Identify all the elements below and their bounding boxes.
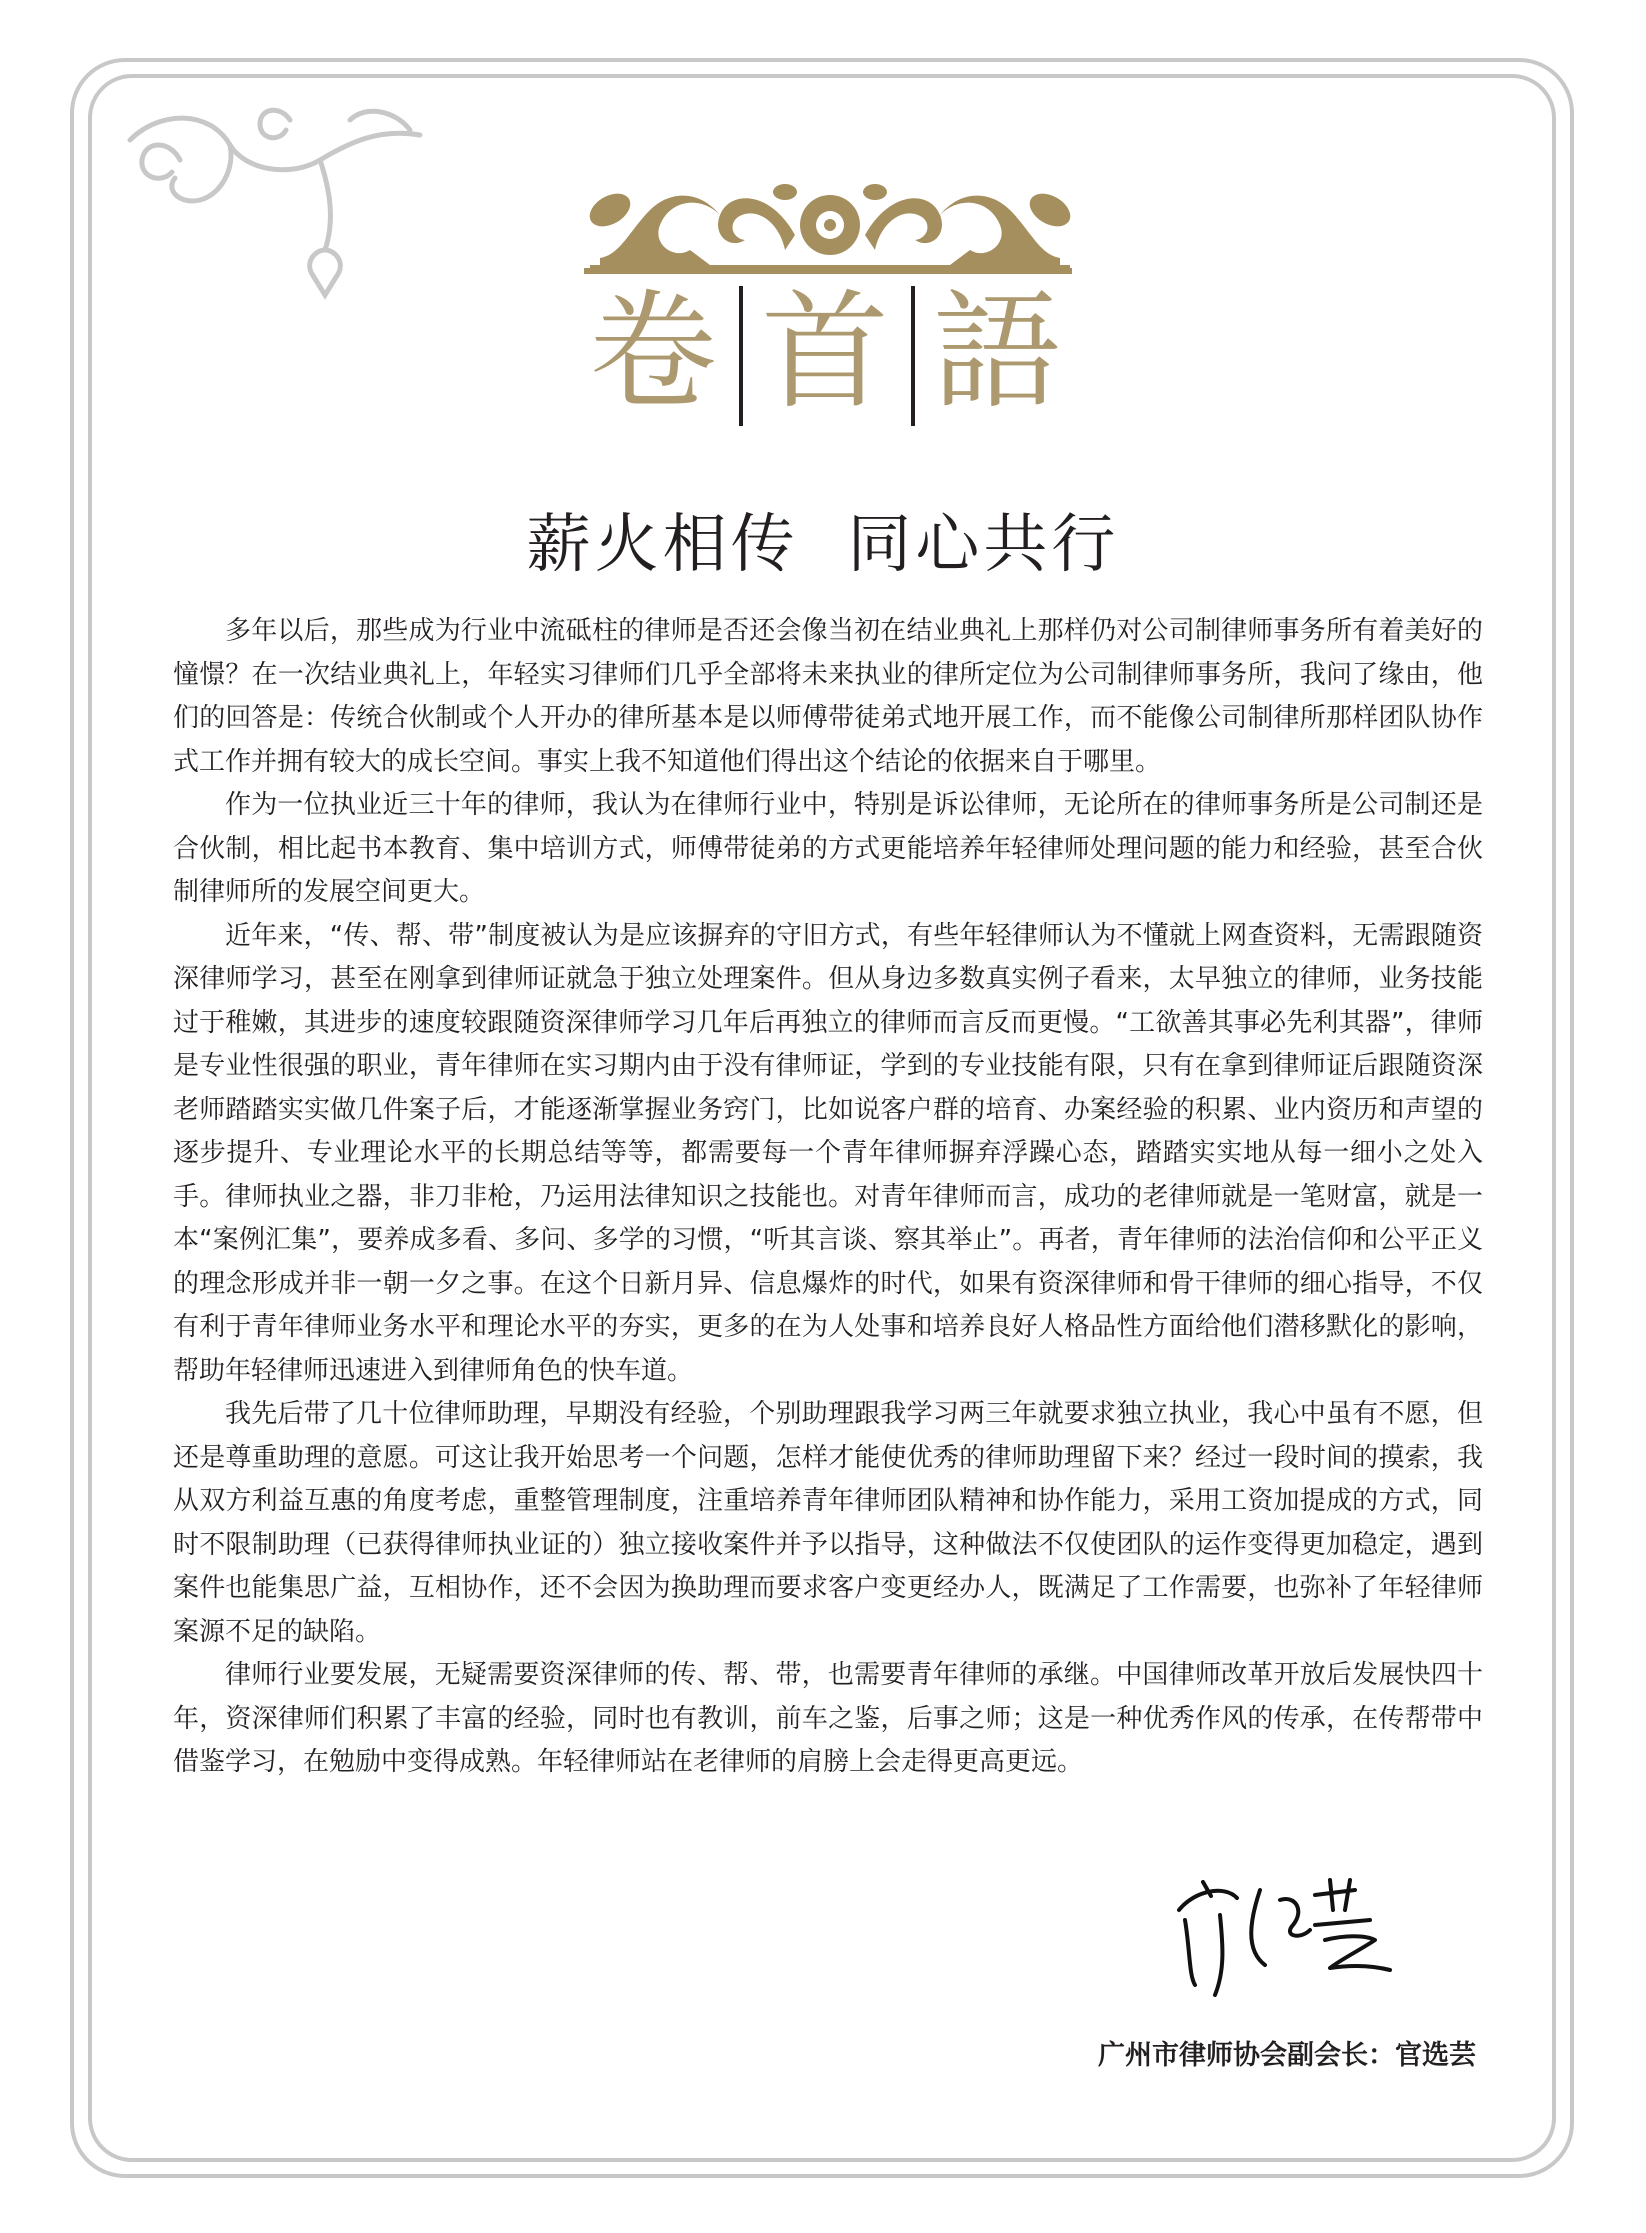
heading-char-3: 語: [932, 278, 1061, 427]
paragraph: 我先后带了几十位律师助理，早期没有经验，个别助理跟我学习两三年就要求独立执业，我心中虽有不愿，但还是尊重助理的意愿。可这让我开始思考一个问题，怎样才能使优秀的律师助理留下来？经过一段时间的摸索，我从双方利益互惠的角度考虑，重整管理制度，注重培养青年律师团队精神和协作能力，采用工资加提成的方式，同时不限制助理（已获得律师执业证的）独立接收案件并予以指导，这种做法不仅使团队的运作变得更加稳定，遇到案件也能集思广益，互相协作，还不会因为换助理而要求客户变更经办人，既满足了工作需要，也弥补了年轻律师案源不足的缺陷。: [173, 1399, 1483, 1647]
heading-rule: [584, 268, 1072, 274]
heading-divider: [911, 286, 915, 426]
heading-char-1: 卷: [588, 278, 717, 427]
article-body: [173, 610, 1483, 1785]
paragraph: 多年以后，那些成为行业中流砥柱的律师是否还会像当初在结业典礼上那样仍对公司制律师事务所有着美好的憧憬？在一次结业典礼上，年轻实习律师们几乎全部将未来执业的律所定位为公司制律师事务所，我问了缘由，他们的回答是：传统合伙制或个人开办的律所基本是以师傅带徒弟式地开展工作，而不能像公司制律所那样团队协作式工作并拥有较大的成长空间。事实上我不知道他们得出这个结论的依据来自于哪里。: [173, 616, 1483, 777]
paragraph: 作为一位执业近三十年的律师，我认为在律师行业中，特别是诉讼律师，无论所在的律师事务所是公司制还是合伙制，相比起书本教育、集中培训方式，师傅带徒弟的方式更能培养年轻律师处理问题的能力和经验，甚至合伙制律师所的发展空间更大。: [173, 790, 1483, 907]
handwritten-signature: [1165, 1870, 1405, 2010]
paragraph: 近年来，“传、帮、带”制度被认为是应该摒弃的守旧方式，有些年轻律师认为不懂就上网查资料，无需跟随资深律师学习，甚至在刚拿到律师证就急于独立处理案件。但从身边多数真实例子看来，太早独立的律师，业务技能过于稚嫩，其进步的速度较跟随资深律师学习几年后再独立的律师而言反而更慢。“工欲善其事必先利其器”，律师是专业性很强的职业，青年律师在实习期内由于没有律师证，学到的专业技能有限，只有在拿到律师证后跟随资深老师踏踏实实做几件案子后，才能逐渐掌握业务窍门，比如说客户群的培育、办案经验的积累、业内资历和声望的逐步提升、专业理论水平的长期总结等等，都需要每一个青年律师摒弃浮躁心态，踏踏实实地从每一细小之处入手。律师执业之器，非刀非枪，乃运用法律知识之技能也。对青年律师而言，成功的老律师就是一笔财富，就是一本“案例汇集”，要养成多看、多问、多学的习惯，“听其言谈、察其举止”。再者，青年律师的法治信仰和公平正义的理念形成并非一朝一夕之事。在这个日新月异、信息爆炸的时代，如果有资深律师和骨干律师的细心指导，不仅有利于青年律师业务水平和理论水平的夯实，更多的在为人处事和培养良好人格品性方面给他们潜移默化的影响，帮助年轻律师迅速进入到律师角色的快车道。: [173, 920, 1483, 1386]
gold-scroll-ornament: [580, 170, 1080, 280]
heading-divider: [739, 286, 743, 426]
column-heading: [578, 278, 1078, 428]
swirl-heart-ornament: [120, 100, 440, 340]
author-signature-line: 广州市律师协会副会长：官选芸: [1098, 2040, 1476, 2071]
paragraph: 律师行业要发展，无疑需要资深律师的传、帮、带，也需要青年律师的承继。中国律师改革开放后发展快四十年，资深律师们积累了丰富的经验，同时也有教训，前车之鉴，后事之师；这是一种优秀作风的传承，在传帮带中借鉴学习，在勉励中变得成熟。年轻律师站在老律师的肩膀上会走得更高更远。: [173, 1660, 1483, 1777]
heading-char-2: 首: [760, 278, 889, 427]
article-title: 薪火相传 同心共行: [526, 508, 1120, 582]
